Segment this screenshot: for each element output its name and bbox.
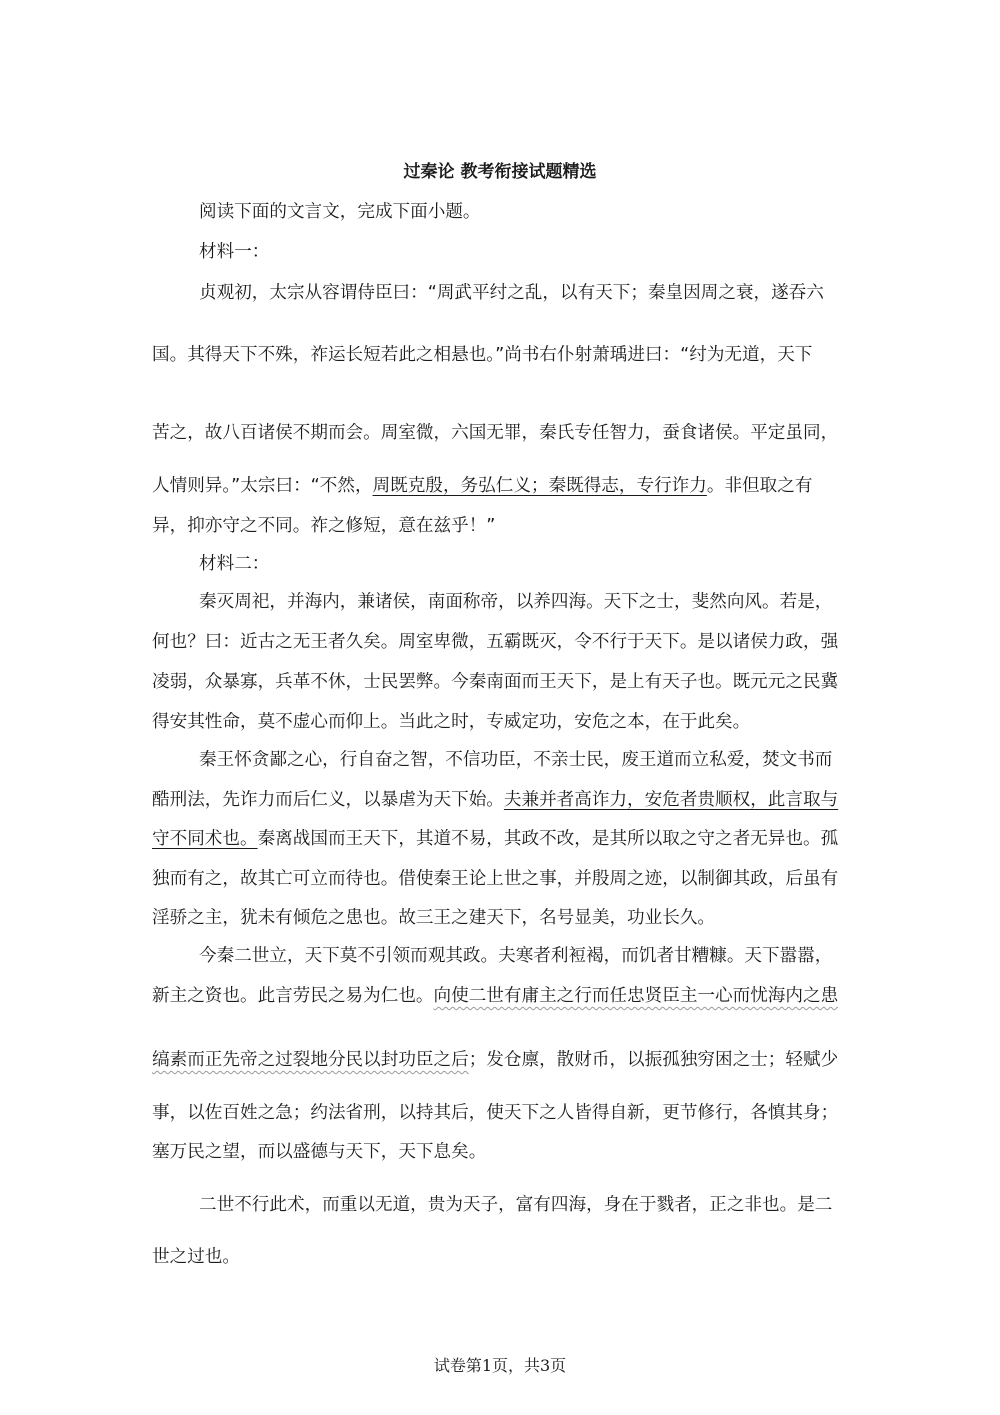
wavy-underlined-passage-b: 缟素而正先帝之过裂地分民以封功臣之后: [152, 1050, 469, 1070]
m2-p1-line-3: 凌弱，众暴寡，兵革不休，士民罢弊。今秦南面而王天下，是上有天子也。既元元之民冀: [152, 672, 839, 692]
material-two-label: 材料二：: [199, 554, 270, 574]
page-footer: 试卷第1页，共3页: [433, 1356, 567, 1375]
m1-line-1: 贞观初，太宗从容谓侍臣曰：“周武平纣之乱，以有天下；秦皇因周之衰，遂吞六: [199, 283, 824, 303]
m2-p2-line-5: 淫骄之主，犹未有倾危之患也。故三王之建天下，名号显美，功业长久。: [152, 908, 716, 928]
m1-line-4-start: 人情则异。”太宗曰：“不然，: [152, 476, 373, 496]
m2-p2-line-4: 独而有之，故其亡可立而待也。借使秦王论上世之事，并殷周之迹，以制御其政，后虽有: [152, 869, 839, 889]
m1-line-4: [152, 474, 852, 498]
m2-p1-line-1: 秦灭周祀，并海内，兼诸侯，南面称帝，以养四海。天下之士，斐然向风。若是，: [199, 592, 833, 612]
underlined-sentence-2a: 夫兼并者高诈力，安危者贵顺权，此言取与: [503, 790, 839, 810]
m2-p2-line-1: 秦王怀贪鄙之心，行自奋之智，不信功臣，不亲士民，废王道而立私爱，焚文书而: [199, 750, 833, 770]
material-one-label: 材料一：: [199, 242, 270, 262]
m2-p2-line-3: [152, 827, 852, 851]
m2-p3-line-3: [152, 1048, 852, 1072]
m2-p2-line-2: [152, 788, 852, 812]
m2-p4-line-2: 世之过也。: [152, 1247, 240, 1267]
page-title: 过秦论 教考衔接试题精选: [403, 162, 597, 182]
m1-line-3: 苦之，故八百诸侯不期而会。周室微，六国无罪，秦氏专任智力，蚕食诸侯。平定虽同，: [152, 423, 839, 443]
m1-line-4-end: 。非但取之有: [706, 476, 813, 496]
underlined-sentence-1: 周既克殷，务弘仁义；秦既得志，专行诈力: [372, 476, 707, 496]
m2-p3-line-2: [152, 984, 852, 1008]
m2-p3-line-2-start: 新主之资也。此言劳民之易为仁也。: [152, 986, 434, 1006]
m2-p2-line-3-end: 秦离战国而王天下，其道不易，其政不改，是其所以取之守之者无异也。孤: [257, 829, 839, 849]
underlined-sentence-2b: 守不同术也。: [152, 829, 258, 849]
m2-p2-line-2-start: 酷刑法，先诈力而后仁义，以暴虐为天下始。: [152, 790, 504, 810]
m1-line-2: 国。其得天下不殊，祚运长短若此之相悬也。”尚书右仆射萧瑀进曰：“纣为无道，天下: [152, 345, 813, 365]
m2-p3-line-4: 事，以佐百姓之急；约法省刑，以持其后，使天下之人皆得自新，更节修行，各慎其身；: [152, 1103, 839, 1123]
m2-p3-line-1: 今秦二世立，天下莫不引领而观其政。夫寒者利裋褐，而饥者甘糟糠。天下嚣嚣，: [199, 946, 833, 966]
instruction: 阅读下面的文言文，完成下面小题。: [199, 202, 481, 222]
m2-p3-line-5: 塞万民之望，而以盛德与天下，天下息矣。: [152, 1142, 487, 1162]
m2-p1-line-2: 何也？曰：近古之无王者久矣。周室卑微，五霸既灭，令不行于天下。是以诸侯力政，强: [152, 632, 839, 652]
m2-p3-line-3-end: ；发仓廪，散财币，以振孤独穷困之士；轻赋少: [468, 1050, 839, 1070]
m2-p4-line-1: 二世不行此术，而重以无道，贵为天子，富有四海，身在于戮者，正之非也。是二: [199, 1195, 833, 1215]
m2-p1-line-4: 得安其性命，莫不虚心而仰上。当此之时，专威定功，安危之本，在于此矣。: [152, 712, 751, 732]
wavy-underlined-passage-a: 向使二世有庸主之行而任忠贤臣主一心而忧海内之患: [433, 986, 839, 1006]
m1-line-5: 异，抑亦守之不同。祚之修短，意在兹乎！”: [152, 516, 496, 536]
